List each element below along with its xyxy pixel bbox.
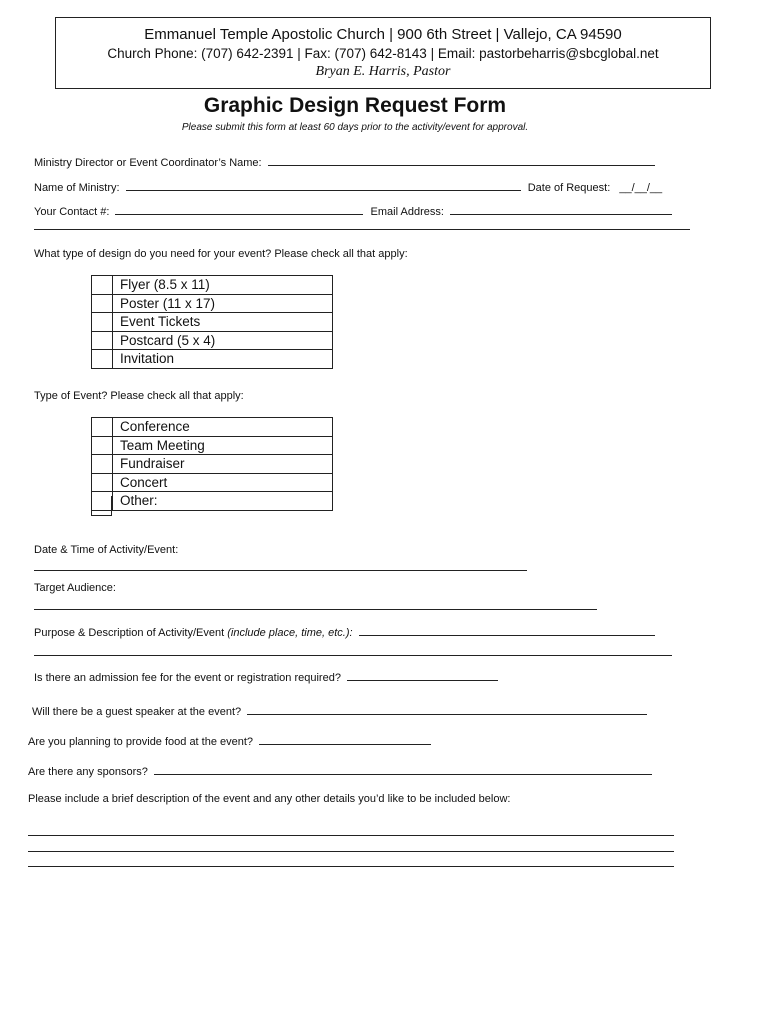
church-header	[55, 17, 711, 89]
sponsors-label: Are there any sponsors?	[28, 766, 148, 778]
design-option-label: Postcard (5 x 4)	[113, 331, 333, 350]
sponsors-field[interactable]	[154, 763, 652, 775]
event-option-row	[92, 436, 333, 455]
form-title: Graphic Design Request Form	[203, 94, 507, 117]
email-label: Email Address:	[370, 206, 444, 218]
date-time-label: Date & Time of Activity/Event:	[34, 544, 179, 556]
event-option-checkbox[interactable]	[92, 455, 113, 474]
event-option-checkbox[interactable]	[92, 473, 113, 492]
coordinator-row	[34, 154, 655, 169]
design-option-checkbox[interactable]	[92, 350, 113, 369]
date-request-label: Date of Request:	[527, 182, 611, 194]
church-address: Emmanuel Temple Apostolic Church | 900 6th Street | Vallejo, CA 94590	[144, 26, 622, 43]
design-option-checkbox[interactable]	[92, 331, 113, 350]
design-option-checkbox[interactable]	[92, 313, 113, 332]
event-option-row	[92, 455, 333, 474]
design-options-table	[91, 275, 333, 369]
coordinator-label: Ministry Director or Event Coordinator’s Name:	[34, 157, 262, 169]
ministry-row	[34, 179, 662, 194]
contact-field[interactable]	[115, 203, 363, 215]
food-label: Are you planning to provide food at the event?	[28, 736, 254, 748]
event-option-row	[92, 492, 333, 511]
details-line-1[interactable]	[28, 822, 674, 836]
design-option-row	[92, 350, 333, 369]
section-divider	[34, 229, 690, 230]
event-option-row	[92, 473, 333, 492]
checkbox-extension	[91, 496, 112, 516]
admission-label: Is there an admission fee for the event or registration required?	[34, 672, 341, 684]
purpose-field-continued[interactable]	[34, 642, 672, 656]
coordinator-field[interactable]	[268, 154, 655, 166]
contact-label: Your Contact #:	[34, 206, 110, 218]
form-subtitle: Please submit this form at least 60 days prior to the activity/event for approval.	[181, 122, 529, 133]
sponsors-row	[28, 763, 652, 778]
event-option-row	[92, 418, 333, 437]
purpose-row	[34, 624, 655, 639]
details-label: Please include a brief description of the event and any other details you’d like to be included below:	[28, 793, 511, 805]
food-row	[28, 733, 431, 748]
date-time-field[interactable]	[34, 557, 527, 571]
purpose-note: (include place, time, etc.):	[227, 627, 353, 639]
event-option-checkbox[interactable]	[92, 418, 113, 437]
design-option-label: Event Tickets	[113, 313, 333, 332]
audience-field[interactable]	[34, 596, 597, 610]
date-request-field[interactable]: __/__/__	[619, 182, 663, 194]
design-question: What type of design do you need for your event? Please check all that apply:	[34, 248, 408, 260]
purpose-field[interactable]	[359, 624, 655, 636]
contact-row	[34, 203, 672, 218]
admission-row	[34, 669, 498, 684]
design-option-label: Invitation	[113, 350, 333, 369]
design-option-label: Flyer (8.5 x 11)	[113, 276, 333, 295]
ministry-field[interactable]	[126, 179, 521, 191]
event-option-checkbox[interactable]	[92, 436, 113, 455]
design-option-checkbox[interactable]	[92, 276, 113, 295]
design-option-label: Poster (11 x 17)	[113, 294, 333, 313]
purpose-label: Purpose & Description of Activity/Event	[34, 627, 225, 639]
church-contact: Church Phone: (707) 642-2391 | Fax: (707) 642-8143 | Email: pastorbeharris@sbcglobal.net	[107, 46, 659, 61]
speaker-row	[32, 703, 647, 718]
speaker-field[interactable]	[247, 703, 647, 715]
event-option-label: Fundraiser	[113, 455, 333, 474]
design-option-checkbox[interactable]	[92, 294, 113, 313]
email-field[interactable]	[450, 203, 672, 215]
details-line-3[interactable]	[28, 853, 674, 867]
design-option-row	[92, 331, 333, 350]
speaker-label: Will there be a guest speaker at the event?	[32, 706, 242, 718]
audience-label: Target Audience:	[34, 582, 116, 594]
food-field[interactable]	[259, 733, 431, 745]
details-line-2[interactable]	[28, 838, 674, 852]
event-option-label: Team Meeting	[113, 436, 333, 455]
pastor-name: Bryan E. Harris, Pastor	[315, 64, 451, 79]
event-question: Type of Event? Please check all that apply:	[34, 390, 244, 402]
event-options-table	[91, 417, 333, 511]
event-option-label: Conference	[113, 418, 333, 437]
event-option-label: Other:	[113, 492, 333, 511]
design-option-row	[92, 313, 333, 332]
ministry-label: Name of Ministry:	[34, 182, 120, 194]
admission-field[interactable]	[347, 669, 498, 681]
design-option-row	[92, 276, 333, 295]
design-option-row	[92, 294, 333, 313]
event-option-label: Concert	[113, 473, 333, 492]
